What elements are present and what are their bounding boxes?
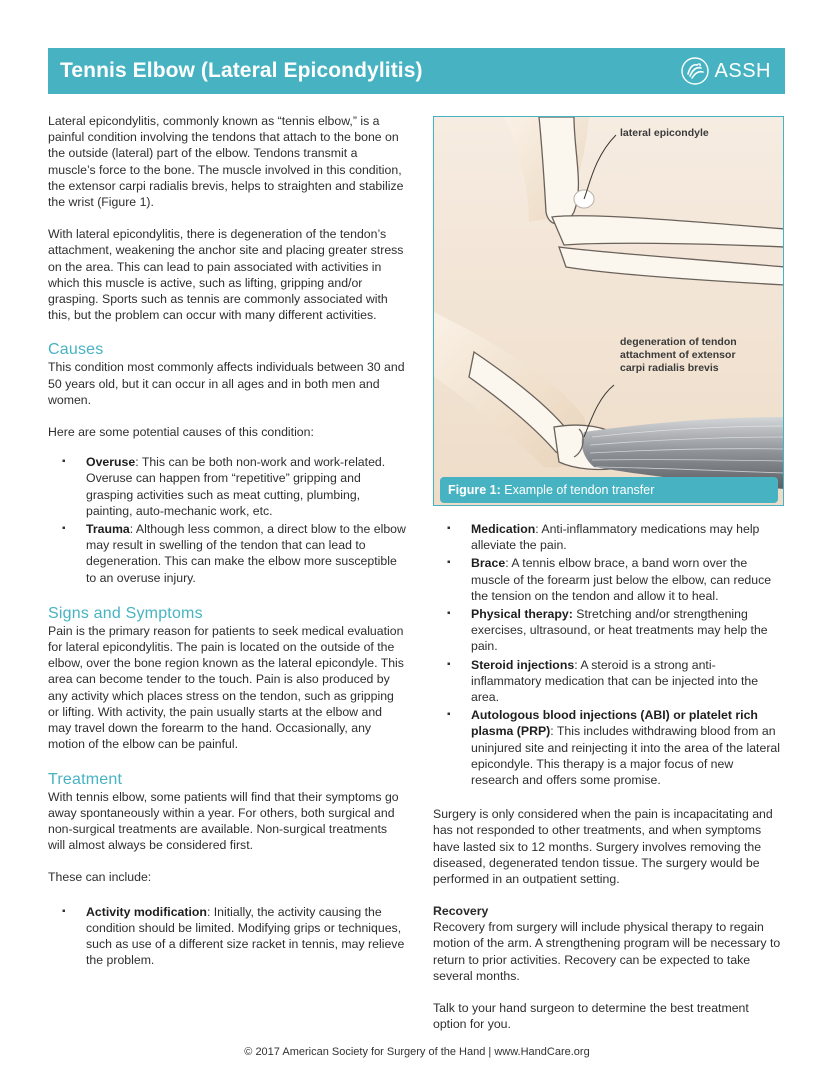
list-item-term: Brace: [471, 556, 506, 571]
list-item-text: Stretching and/or strengthening exercises, ultrasound, or heat treatments may help the pain.: [471, 607, 768, 654]
figure-label-degeneration-1: degeneration of tendon: [620, 336, 737, 348]
treatment-paragraph-1: With tennis elbow, some patients will find that their symptoms go away spontaneously within a year. For others, both surgical and non-surgical treatments are available. Non-surgical treatments will almost always be considered first.: [48, 789, 399, 853]
treatment-heading: Treatment: [48, 770, 123, 788]
list-item-text: : Although less common, a direct blow to the elbow may result in swelling of the tendon that can lead to degeneration. This can make the elbow more susceptible to an overuse injury.: [86, 522, 406, 585]
list-item: [86, 454, 406, 519]
list-item-text: : A tennis elbow brace, a band worn over the muscle of the forearm just below the elbow, can reduce the tension on the tendon and allow it to heal.: [471, 556, 772, 603]
page-title: Tennis Elbow (Lateral Epicondylitis): [60, 59, 423, 82]
surgery-paragraph: Surgery is only considered when the pain is incapacitating and has not responded to other treatments, and when symptoms have lasted six to 12 months. Surgery involves removing the diseased, degenerated tendon tissue. The surgery would be performed in an outpatient setting.: [433, 807, 773, 887]
elbow-anatomy-illustration: [434, 117, 784, 506]
list-item-text: : This can be both non-work and work-related. Overuse can happen from “repetitive” gripping and grasping activities such as meat cutting, plumbing, painting, auto-mechanic work, etc.: [86, 455, 386, 518]
treatment-list-right: [433, 521, 783, 788]
list-item-text: : Initially, the activity causing the condition should be limited. Modifying grips or techniques, such as use of a different size racket in tennis, may relieve the problem.: [86, 904, 405, 968]
right-column: [433, 521, 783, 1032]
list-item-term: Overuse: [86, 455, 136, 470]
causes-paragraph-1: This condition most commonly affects individuals between 30 and 50 years old, but it can occur in all ages and in both men and women.: [48, 360, 405, 407]
left-column: [48, 113, 406, 970]
footer-text: © 2017 American Society for Surgery of the Hand | www.HandCare.org: [244, 1046, 590, 1058]
treatment-paragraph-2: These can include:: [48, 870, 152, 885]
list-item: [471, 555, 783, 604]
recovery-paragraph-2: Talk to your hand surgeon to determine the best treatment option for you.: [433, 1001, 749, 1032]
causes-heading: Causes: [48, 341, 104, 359]
list-item-term: Activity modification: [86, 904, 207, 919]
recovery-paragraph-1: Recovery from surgery will include physical therapy to regain motion of the arm. A strengthening program will be necessary to return to prior activities. Recovery can be expected to take several months.: [433, 920, 781, 983]
list-item: [471, 657, 783, 706]
list-item-term: Autologous blood injections (ABI) or platelet rich plasma (PRP): [471, 708, 758, 739]
list-item: [471, 707, 783, 788]
intro-paragraph-1: Lateral epicondylitis, commonly known as “tennis elbow,” is a painful condition involving the tendons that attach to the bone on the outside (lateral) part of the elbow. Tendons transmit a muscle’s force to the bone. The muscle involved in this condition, the extensor carpi radialis brevis, helps to straighten and stabilize the wrist (Figure 1).: [48, 114, 404, 210]
list-item-term: Physical therapy:: [471, 607, 573, 622]
list-item-text: : A steroid is a strong anti-inflammatory medication that can be injected into the area.: [471, 657, 759, 705]
list-item-term: Steroid injections: [471, 657, 575, 672]
list-item: [471, 521, 783, 553]
list-item: [86, 904, 406, 969]
logo-text: ASSH: [714, 59, 771, 82]
figure-caption-label: Figure 1:: [448, 483, 501, 497]
intro-paragraph-2: With lateral epicondylitis, there is degeneration of the tendon’s attachment, weakening the anchor site and placing greater stress on the area. This can lead to pain associated with activities in which this muscle is active, such as lifting, gripping and/or grasping. Sports such as tennis are commonly associated with this, but the problem can occur with many different activities.: [48, 227, 404, 323]
causes-paragraph-2: Here are some potential causes of this condition:: [48, 425, 314, 440]
assh-logo[interactable]: [680, 56, 771, 86]
footer: [0, 1046, 834, 1058]
list-item-term: Trauma: [86, 522, 130, 537]
figure-1-illustration: [433, 116, 784, 506]
figure-label-degeneration-3: carpi radialis brevis: [620, 362, 719, 374]
list-item: [471, 606, 783, 655]
list-item-text: : Anti-inflammatory medications may help alleviate the pain.: [471, 522, 760, 553]
figure-caption: [440, 477, 778, 503]
header-banner: [48, 48, 785, 94]
figure-caption-text: Example of tendon transfer: [500, 483, 655, 497]
causes-list: [48, 454, 406, 586]
figure-label-degeneration-2: attachment of extensor: [620, 349, 736, 361]
list-item-text: : This includes withdrawing blood from an uninjured site and reinjecting it into the area of the lateral epicondyle. This therapy is a major focus of new research and offers some promise.: [471, 724, 780, 788]
figure-label-lateral-epicondyle: lateral epicondyle: [620, 127, 709, 139]
symptoms-heading: Signs and Symptoms: [48, 604, 203, 622]
recovery-heading: Recovery: [433, 904, 489, 919]
hand-logo-icon: [680, 56, 710, 86]
list-item: [86, 521, 406, 586]
treatment-list-left: [48, 904, 406, 969]
list-item-term: Medication: [471, 522, 536, 536]
symptoms-paragraph: Pain is the primary reason for patients to seek medical evaluation for lateral epicondylitis. The pain is located on the outside of the elbow, over the bone region known as the lateral epicondyle. This area can become tender to the touch. Pain is also produced by any activity which places stress on the tendon, such as gripping or lifting. With activity, the pain usually starts at the elbow and may travel down the forearm to the hand. Occasionally, any motion of the elbow can be painful.: [48, 623, 404, 752]
